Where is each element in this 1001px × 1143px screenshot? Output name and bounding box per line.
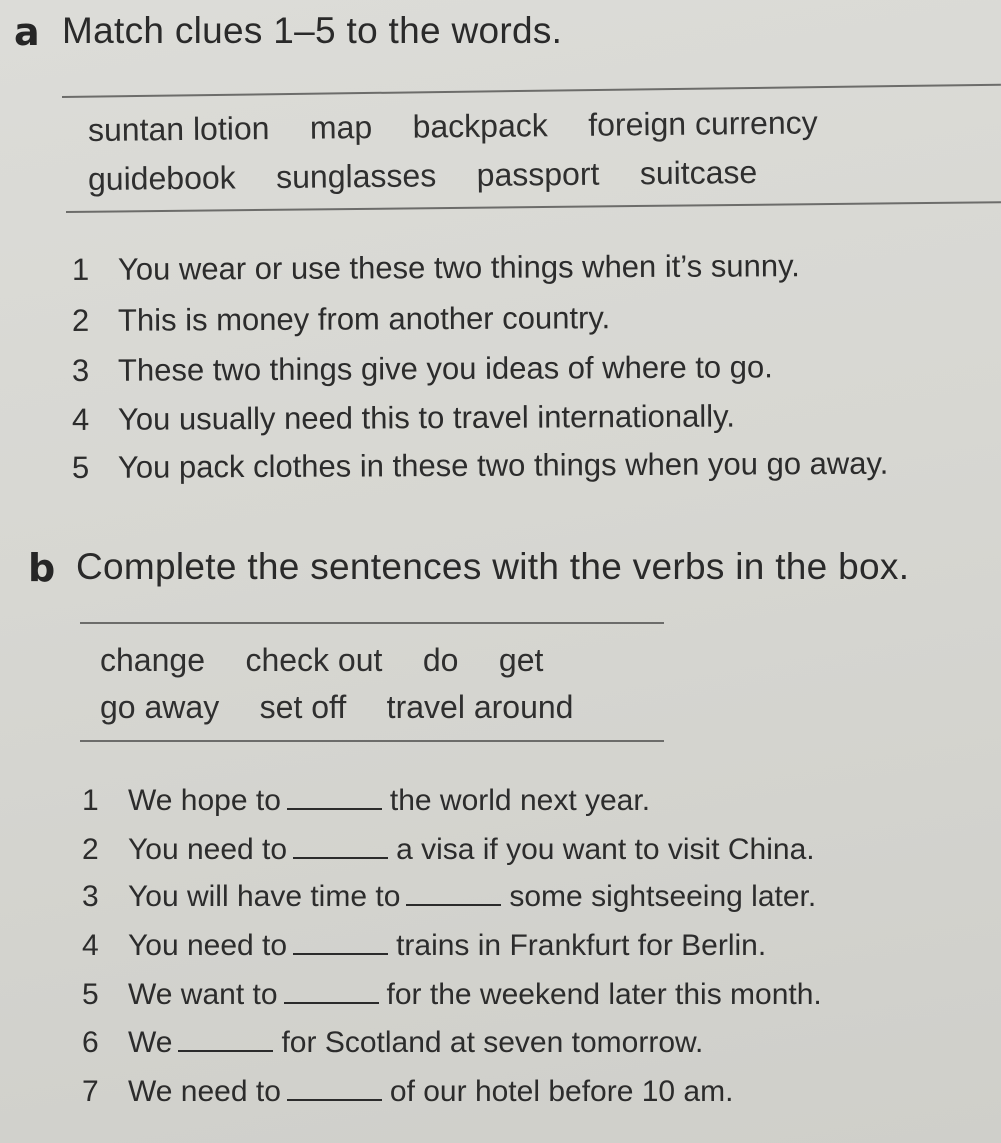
verb-item: get (498, 642, 544, 678)
sentence-number: 6 (82, 1026, 99, 1059)
verb-box-bottom-rule (80, 740, 664, 742)
clue-text: You usually need this to travel internationally. (117, 398, 736, 437)
sentence-4 (82, 929, 766, 963)
word-item: passport (476, 155, 600, 193)
clue-text: You wear or use these two things when it’s sunny. (117, 248, 800, 287)
sentence-after: trains in Frankfurt for Berlin. (396, 929, 767, 962)
verb-item: travel around (386, 689, 574, 725)
word-box-row-2 (88, 154, 794, 198)
section-b-letter: b (28, 546, 56, 590)
word-box-bottom-rule (66, 201, 1001, 213)
answer-blank[interactable] (293, 933, 388, 955)
word-box-top-rule (62, 84, 1001, 98)
answer-blank[interactable] (406, 884, 501, 906)
section-b-instruction: Complete the sentences with the verbs in the box. (76, 546, 910, 587)
word-item: map (309, 109, 373, 146)
sentence-5 (82, 978, 822, 1012)
word-item: foreign currency (588, 104, 818, 143)
answer-blank[interactable] (287, 1079, 382, 1101)
clue-1 (72, 248, 800, 288)
sentence-number: 1 (82, 784, 99, 817)
clue-text: This is money from another country. (117, 300, 611, 338)
sentence-1 (82, 784, 650, 818)
sentence-after: a visa if you want to visit China. (396, 833, 815, 866)
sentence-number: 2 (82, 833, 99, 866)
sentence-2 (82, 833, 815, 867)
clue-3 (72, 349, 773, 389)
clue-4 (72, 399, 735, 438)
sentence-after: the world next year. (389, 784, 651, 817)
verb-item: change (100, 642, 205, 678)
sentence-number: 3 (82, 880, 99, 913)
clue-5 (72, 446, 889, 486)
verb-item: check out (245, 642, 383, 678)
verb-item: go away (100, 689, 220, 725)
clue-number: 5 (71, 449, 90, 485)
verb-item: do (422, 642, 459, 678)
sentence-number: 4 (82, 929, 99, 962)
word-item: suntan lotion (87, 110, 270, 148)
verb-box-row-1 (100, 642, 579, 679)
sentence-before: We need to (128, 1075, 281, 1108)
sentence-number: 7 (82, 1075, 99, 1108)
verb-box-row-2 (100, 689, 609, 726)
sentence-before: We (128, 1026, 173, 1059)
clue-number: 4 (71, 401, 90, 437)
sentence-after: for the weekend later this month. (386, 978, 822, 1011)
clue-number: 2 (71, 302, 90, 338)
word-item: sunglasses (275, 157, 437, 196)
sentence-after: for Scotland at seven tomorrow. (281, 1026, 704, 1059)
answer-blank[interactable] (284, 982, 379, 1004)
sentence-after: some sightseeing later. (509, 880, 817, 913)
word-item: backpack (412, 107, 548, 145)
section-a-letter: a (14, 10, 40, 54)
clue-2 (72, 300, 610, 339)
clue-number: 3 (71, 352, 90, 388)
verb-item: set off (259, 689, 347, 725)
sentence-before: You need to (128, 929, 288, 962)
sentence-before: We want to (128, 978, 278, 1011)
sentence-number: 5 (82, 978, 99, 1011)
clue-text: These two things give you ideas of where to go. (117, 349, 773, 388)
clue-number: 1 (71, 251, 90, 287)
word-item: guidebook (87, 159, 236, 197)
sentence-6 (82, 1026, 703, 1060)
word-box-row-1 (88, 104, 854, 149)
sentence-3 (82, 880, 816, 914)
word-item: suitcase (639, 153, 758, 192)
clue-text: You pack clothes in these two things when you go away. (117, 445, 889, 485)
section-a-instruction: Match clues 1–5 to the words. (62, 10, 563, 51)
answer-blank[interactable] (287, 788, 382, 810)
sentence-after: of our hotel before 10 am. (389, 1075, 734, 1108)
answer-blank[interactable] (178, 1030, 273, 1052)
sentence-before: We hope to (128, 784, 281, 817)
verb-box-top-rule (80, 622, 664, 624)
sentence-before: You will have time to (128, 880, 401, 913)
sentence-before: You need to (128, 833, 288, 866)
sentence-7 (82, 1075, 733, 1109)
answer-blank[interactable] (293, 837, 388, 859)
